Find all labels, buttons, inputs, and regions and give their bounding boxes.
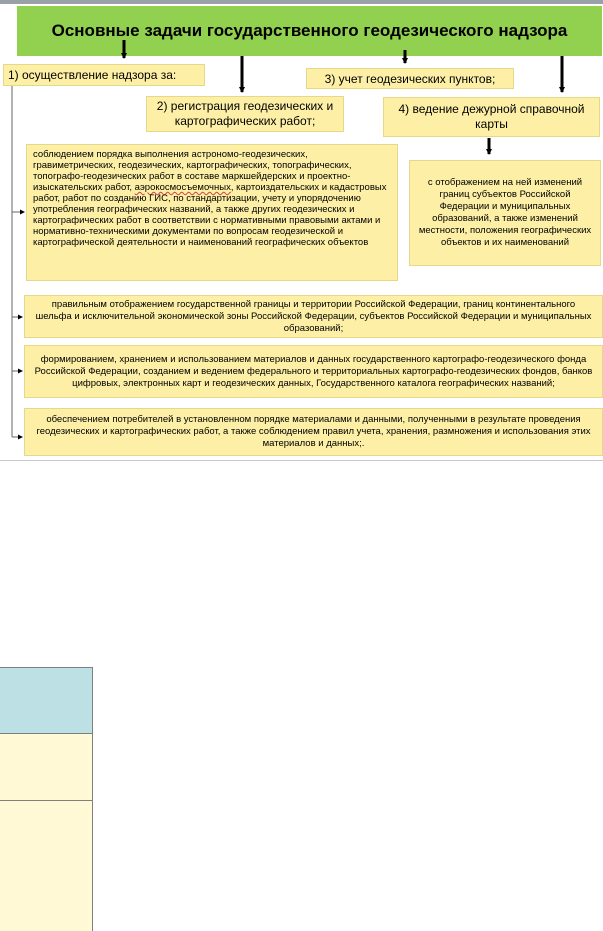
detail-consumers: обеспечением потребителей в установленном порядке материалами и данными, полученными в результате проведения геодезических и картографических работ, а также соблюдением правил учета, хранения, размножения и использования этих материалов и данных;. — [24, 408, 603, 456]
detail-fund: формированием, хранением и использованием материалов и данных государственного картографо-геодезического фонда Российской Федерации, созданием и ведением федерального и территориальных картографо-геодезических фондов, банков цифровых, электронных карт и геодезических данных, Государственного каталога географических названий; — [24, 345, 603, 398]
header-accounting: 3) учет геодезических пунктов; — [306, 68, 514, 89]
header-reference-map: 4) ведение дежурной справочной карты — [383, 97, 600, 137]
table-cell-blue — [0, 667, 93, 734]
diagram-title: Основные задачи государственного геодезического надзора — [17, 6, 602, 56]
table-cell-yellow-1 — [0, 734, 93, 801]
detail-borders: правильным отображением государственной границы и территории Российской Федерации, границ континентального шельфа и исключительной экономической зоны Российской Федерации, субъектов Российской Федерации и муниципальных образований; — [24, 295, 603, 338]
table-cell-yellow-2 — [0, 801, 93, 931]
header-supervision: 1) осуществление надзора за: — [3, 64, 205, 86]
detail-compliance-text: соблюдением порядка выполнения астрономо-геодезических, гравиметрических, геодезических, картографических, топографических, топографо-геодезических работ в составе маркшейдерских и проектно-изыскательских работ, аэрокосмосъемочных, картоиздательских и кадастровых работ, работ по созданию ГИС, по стандартизации, учету и упорядочению употребления географических названий, а также других геодезических и картографических работ в соответствии с нормативными правовыми актами и нормативно-техническими документами по вопросам геодезической и картографической деятельности и наименований географических объектов — [33, 149, 387, 248]
detail-map-changes: с отображением на ней изменений границ субъектов Российской Федерации и муниципальных образований, а также изменений местности, положения географических объектов и их наименований — [409, 160, 601, 266]
detail-compliance — [26, 144, 398, 281]
misspelled-word: аэрокосмосъемочных — [134, 182, 231, 193]
diagram-slide — [0, 0, 603, 461]
header-registration: 2) регистрация геодезических и картографических работ; — [146, 96, 344, 132]
